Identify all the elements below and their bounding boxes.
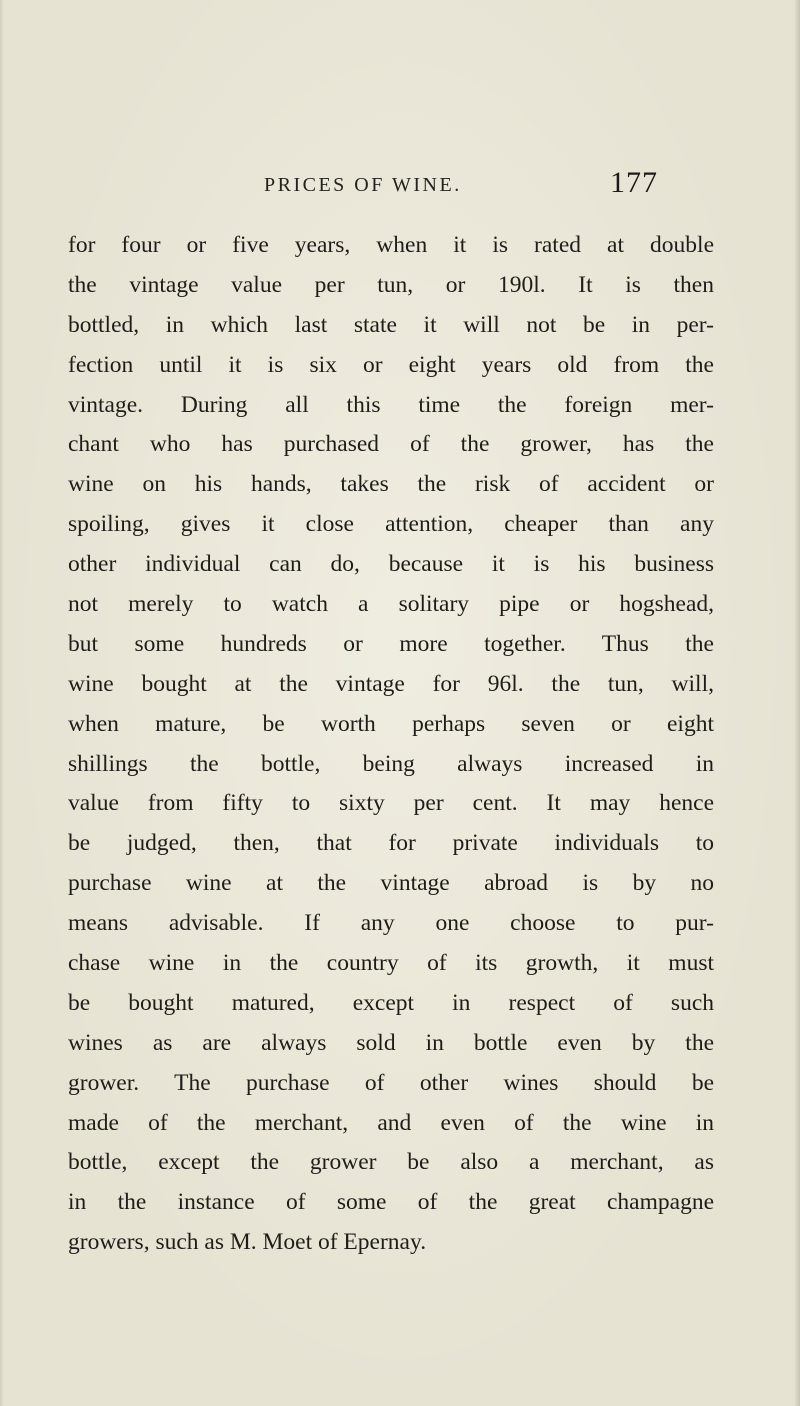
text-line: fection until it is six or eight years old from the	[68, 351, 714, 378]
text-line: be bought matured, except in respect of such	[68, 989, 714, 1016]
text-line: when mature, be worth perhaps seven or eight	[68, 710, 714, 737]
text-line: bottle, except the grower be also a merchant, as	[68, 1149, 714, 1176]
text-line: wine bought at the vintage for 96l. the tun, will,	[68, 670, 714, 697]
text-line: spoiling, gives it close attention, cheaper than any	[68, 511, 714, 538]
text-line: for four or five years, when it is rated at double	[68, 232, 714, 258]
page-edge-shadow	[794, 0, 800, 1406]
text-line: chant who has purchased of the grower, has the	[68, 431, 714, 458]
gutter-shadow	[0, 0, 4, 1406]
running-title: PRICES OF WINE.	[264, 174, 462, 196]
text-line: but some hundreds or more together. Thus the	[68, 630, 714, 657]
page-number: 177	[610, 166, 658, 199]
text-line: shillings the bottle, being always increased in	[68, 750, 714, 777]
text-line: means advisable. If any one choose to pur-	[68, 910, 714, 937]
text-line: other individual can do, because it is his business	[68, 551, 714, 578]
text-line: the vintage value per tun, or 190l. It is then	[68, 271, 714, 298]
text-line: chase wine in the country of its growth, it must	[68, 950, 714, 977]
text-line: made of the merchant, and even of the wine in	[68, 1109, 714, 1136]
text-line: vintage. During all this time the foreign mer-	[68, 391, 714, 418]
body-text	[68, 226, 714, 1263]
running-head	[0, 166, 800, 206]
text-line: growers, such as M. Moet of Epernay.	[68, 1229, 427, 1256]
text-line: bottled, in which last state it will not be in per-	[68, 311, 714, 338]
text-line: wines as are always sold in bottle even by the	[68, 1029, 714, 1056]
text-line: in the instance of some of the great champagne	[68, 1189, 714, 1216]
text-line: not merely to watch a solitary pipe or hogshead,	[68, 591, 714, 618]
text-line: be judged, then, that for private individuals to	[68, 830, 714, 857]
text-line: value from fifty to sixty per cent. It may hence	[68, 790, 714, 817]
text-line: purchase wine at the vintage abroad is by no	[68, 870, 714, 897]
text-line: grower. The purchase of other wines should be	[68, 1069, 714, 1096]
text-line: wine on his hands, takes the risk of accident or	[68, 471, 714, 498]
